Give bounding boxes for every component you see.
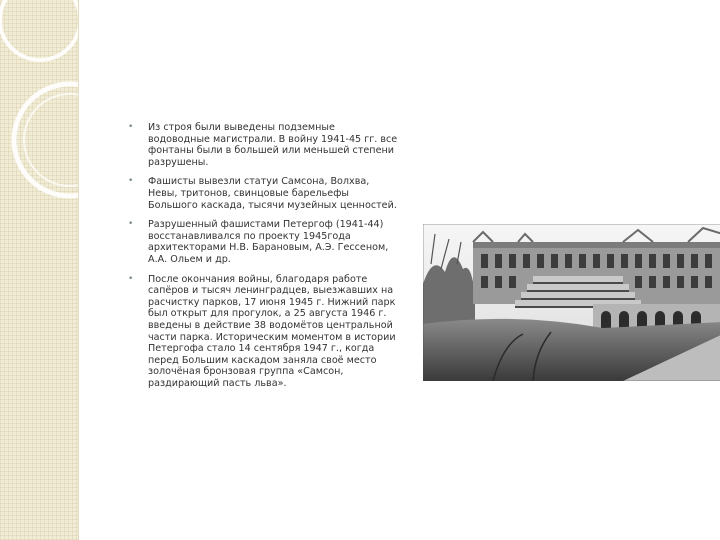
bullet-icon: • [128, 122, 134, 132]
bullet-text: Из строя были выведены подземные водоводные магистрали. В войну 1941-45 гг. все фонтаны были в большей или меньшей степени разрушены. [148, 122, 398, 168]
decorative-side-panel [0, 0, 79, 540]
ruined-palace-photo [423, 224, 720, 381]
bullet-icon: • [128, 219, 134, 230]
decorative-circles [0, 0, 78, 540]
bullet-item [128, 122, 398, 168]
bullet-icon: • [128, 176, 134, 187]
bullet-text: Разрушенный фашистами Петергоф (1941-44) восстанавливался по проекту 1945года архитекторами Н.В. Барановым, А.Э. Гессеном, А.А. Ольем и др. [148, 219, 389, 265]
bullet-text: Фашисты вывезли статуи Самсона, Волхва, Невы, тритонов, свинцовые барельефы Большого каскада, тысячи музейных ценностей. [148, 176, 397, 211]
bullet-list [128, 122, 398, 397]
bullet-item [128, 176, 398, 211]
bullet-item [128, 219, 398, 265]
bullet-text: После окончания войны, благодаря работе сапёров и тысяч ленинградцев, выезжавших на расчистку парков, 17 июня 1945 г. Нижний парк был открыт для прогулок, а 25 августа 1946 г. введены в действие 38 водомётов центральной части парка. Историческим моментом в истории Петергофа стало 14 сентября 1947 г., когда перед Большим каскадом заняла своё место золочёная бронзовая группа «Самсон, раздирающий пасть льва». [148, 273, 396, 389]
bullet-icon: • [128, 273, 134, 284]
bullet-item [128, 274, 398, 390]
